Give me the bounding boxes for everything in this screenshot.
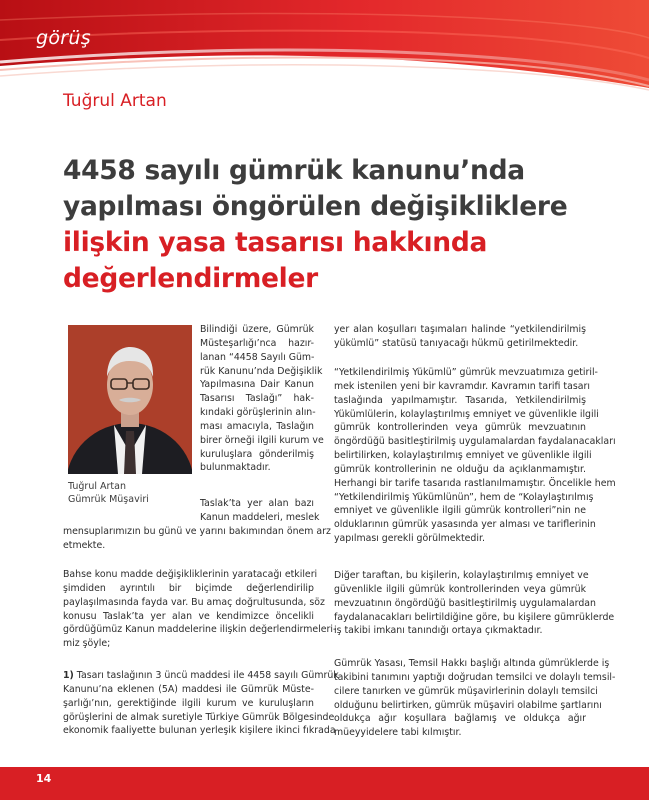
text-line: mek istenilen yeni bir kavramdır. Kavramın tarifi tasarı bbox=[334, 380, 590, 392]
headline-line: ilişkin yasa tasarısı hakkında bbox=[63, 227, 488, 258]
intro2-continuation bbox=[63, 525, 331, 553]
text-line: kuruluşlara gönderilmiş bbox=[200, 448, 314, 460]
text-line: mevzuatının öngördüğü basitleştirilmiş uygulamalardan bbox=[334, 597, 596, 609]
text-line: cilere tanırken ve gümrük müşavirlerinin dolaylı temsilci bbox=[334, 685, 598, 697]
text-line: lanan “4458 Sayılı Güm- bbox=[200, 351, 315, 363]
text-line: güvenlikle ilgili gümrük kontrollerinden veya gümrük bbox=[334, 583, 586, 595]
text-line: emniyet ve güvenlikle ilgili gümrük kontrolleri”nin ne bbox=[334, 505, 586, 517]
text-line: öngördüğü basitleştirilmiş uygulamalardan faydalanacakları bbox=[334, 436, 616, 448]
text-line: gümrük kontrollerinden veya gümrük mevzuatının bbox=[334, 422, 586, 434]
photo-caption bbox=[68, 480, 149, 506]
section-tag: görüş bbox=[36, 27, 91, 49]
headline-line: değerlendirmeler bbox=[63, 263, 318, 294]
author-photo bbox=[68, 325, 192, 474]
item-number: 1) bbox=[63, 670, 74, 681]
header-banner bbox=[0, 0, 649, 92]
text-line: oldukça ağır koşullara bağlamış ve oldukça ağır bbox=[334, 713, 586, 725]
page-number: 14 bbox=[36, 772, 52, 785]
text-line: Tasarı taslağının 3 üncü maddesi ile 4458 sayılı Gümrük bbox=[73, 670, 339, 681]
text-line: Müsteşarlığı’nca hazır- bbox=[200, 337, 314, 349]
text-line: Yükümlülerin, kolaylaştırılmış emniyet ve güvenlikle ilgili bbox=[334, 408, 599, 420]
paragraph-item-1 bbox=[63, 669, 339, 738]
text-line: etmekte. bbox=[63, 539, 106, 551]
text-line: bulunmaktadır. bbox=[200, 462, 271, 474]
text-line: iş takibi imkanı tanındığı ortaya çıkmaktadır. bbox=[334, 625, 543, 637]
text-line: konusu Taslak’ta yer alan ve kendimizce öncelikli bbox=[63, 610, 314, 622]
text-line: Bahse konu madde değişikliklerinin yaratacağı etkileri bbox=[63, 569, 318, 580]
author-name: Tuğrul Artan bbox=[63, 91, 167, 111]
author-portrait bbox=[68, 325, 192, 474]
text-line: şimdiden ayrıntılı bir biçimde değerlendirilip bbox=[63, 582, 314, 594]
text-line: rük Kanunu’nda Değişiklik bbox=[200, 365, 323, 377]
article-headline bbox=[63, 153, 623, 297]
text-line: Kanun maddeleri, meslek bbox=[200, 511, 320, 523]
caption-title: Gümrük Müşaviri bbox=[68, 494, 149, 505]
paragraph-effects bbox=[63, 568, 337, 651]
text-line: şarlığı’nın, gerektiğinde ilgili kurum ve kuruluşların bbox=[63, 697, 314, 709]
paragraph-customs-law bbox=[334, 657, 616, 740]
text-line: Tasarısı Taslağı” hak- bbox=[200, 393, 314, 405]
paragraph-other-side bbox=[334, 569, 615, 638]
text-line: müeyyidelere tabi kılmıştır. bbox=[334, 727, 462, 739]
text-line: Kanunu’na eklenen (5A) maddesi ile Gümrük Müste- bbox=[63, 683, 314, 695]
paragraph-authorized-obligor bbox=[334, 366, 616, 546]
text-line: görüşlerini de almak suretiyle Türkiye Gümrük Bölgesinde bbox=[63, 711, 335, 723]
text-line: yer alan koşulları taşımaları halinde “yetkilendirilmiş bbox=[334, 324, 586, 335]
text-line: olduğunu belirtirken, gümrük müşaviri olabilme şartlarını bbox=[334, 699, 602, 711]
banner-graphic bbox=[0, 0, 649, 92]
headline-line: 4458 sayılı gümrük kanunu’nda bbox=[63, 155, 525, 186]
footer-bar bbox=[0, 767, 649, 800]
text-line: yapılması gerekli görülmektedir. bbox=[334, 533, 485, 545]
intro2-paragraph bbox=[200, 497, 320, 525]
text-line: Bilindiği üzere, Gümrük bbox=[200, 324, 314, 335]
text-line: “Yetkilendirilmiş Yükümlü” gümrük mevzuatımıza getiril- bbox=[334, 367, 598, 378]
text-line: paylaşılmasında fayda var. Bu amaç doğrultusunda, söz bbox=[63, 596, 325, 608]
text-line: birer örneği ilgili kurum ve bbox=[200, 434, 324, 446]
text-line: miz şöyle; bbox=[63, 638, 111, 650]
text-line: ekonomik faaliyette bulunan yerleşik kişilere ikinci fıkrada bbox=[63, 725, 336, 737]
text-line: gördüğümüz Kanun maddelerine ilişkin değerlendirmeleri- bbox=[63, 624, 337, 636]
text-line: Yapılmasına Dair Kanun bbox=[200, 379, 314, 391]
text-line: Taslak’ta yer alan bazı bbox=[200, 498, 314, 509]
paragraph-continuation bbox=[334, 323, 586, 351]
text-line: Diğer taraftan, bu kişilerin, kolaylaştırılmış emniyet ve bbox=[334, 570, 589, 581]
text-line: taslağında yapılmamıştır. Tasarıda, Yetkilendirilmiş bbox=[334, 394, 586, 406]
text-line: kındaki görüşlerinin alın- bbox=[200, 407, 316, 419]
headline-line: yapılması öngörülen değişikliklere bbox=[63, 191, 568, 222]
text-line: yükümlü” statüsü tanıyacağı hükmü getirilmektedir. bbox=[334, 337, 579, 349]
text-line: mensuplarımızın bu günü ve yarını bakımından önem arz bbox=[63, 526, 331, 537]
text-line: takibini tanımını yaptığı doğrudan temsilci ve dolaylı temsil- bbox=[334, 671, 616, 683]
text-line: olduklarının gümrük yasasında yer alması ve tariflerinin bbox=[334, 519, 596, 531]
text-line: belirtilirken, kolaylaştırılmış emniyet ve güvenlikle ilgili bbox=[334, 450, 592, 462]
text-line: faydalanacakları belirtildiğine göre, bu kişilere gümrüklerde bbox=[334, 611, 615, 623]
text-line: ması amacıyla, Taslağın bbox=[200, 420, 314, 432]
text-line: gümrük kontrollerinin ne olduğu da açıklanmamıştır. bbox=[334, 463, 586, 475]
text-line: Herhangi bir tarife tasarıda rastlanılmamıştır. Öncelikle hem bbox=[334, 477, 616, 489]
text-line: “Yetkilendirilmiş Yükümlünün”, hem de “Kolaylaştırılmış bbox=[334, 491, 594, 503]
caption-name: Tuğrul Artan bbox=[68, 481, 126, 492]
text-line: Gümrük Yasası, Temsil Hakkı başlığı altında gümrüklerde iş bbox=[334, 658, 610, 669]
intro-paragraph bbox=[200, 323, 324, 475]
